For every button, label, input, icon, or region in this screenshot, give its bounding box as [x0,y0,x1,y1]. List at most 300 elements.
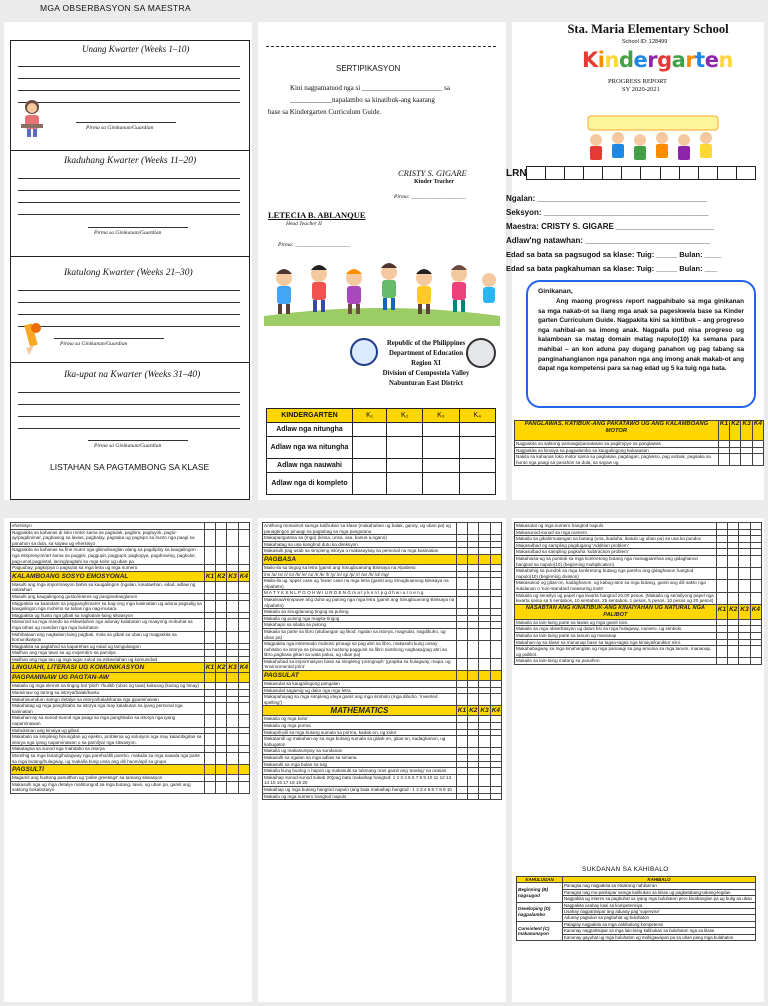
rating-cell[interactable] [468,609,479,616]
rating-cell[interactable] [468,641,479,659]
rating-cell[interactable] [468,590,479,597]
q4-line-3[interactable] [18,416,240,417]
q1-line-4[interactable] [18,102,240,103]
rating-cell[interactable] [456,736,467,748]
rating-cell[interactable] [238,775,249,782]
rating-cell[interactable] [490,615,501,622]
rating-cell[interactable] [750,529,761,536]
rating-cell[interactable] [456,578,467,590]
rating-cell[interactable] [456,748,467,755]
lrn-box[interactable] [584,166,603,180]
att-cell[interactable] [423,437,459,459]
rating-cell[interactable] [479,571,490,578]
rating-cell[interactable] [216,523,227,530]
rating-cell[interactable] [750,619,761,626]
rating-cell[interactable] [227,593,238,600]
rating-cell[interactable] [456,590,467,597]
rating-cell[interactable] [227,696,238,703]
rating-cell[interactable] [728,639,739,646]
rating-cell[interactable] [216,753,227,765]
rating-cell[interactable] [728,555,739,567]
rating-cell[interactable] [468,596,479,608]
rating-cell[interactable] [204,581,215,593]
rating-cell[interactable] [479,761,490,768]
att-cell[interactable] [353,437,387,459]
rating-cell[interactable] [739,542,750,549]
q2-line-4[interactable] [18,214,240,215]
lrn-box[interactable] [546,166,565,180]
rating-cell[interactable] [718,447,729,454]
rating-cell[interactable] [490,628,501,640]
rating-cell[interactable] [490,658,501,670]
rating-cell[interactable] [716,626,727,633]
rating-cell[interactable] [468,716,479,723]
rating-cell[interactable] [238,656,249,663]
rating-cell[interactable] [216,619,227,631]
att-cell[interactable] [459,423,495,437]
rating-cell[interactable] [479,694,490,706]
rating-cell[interactable] [490,768,501,775]
rating-cell[interactable] [468,687,479,694]
rating-cell[interactable] [238,696,249,703]
rating-cell[interactable] [456,755,467,762]
rating-cell[interactable] [216,727,227,734]
rating-cell[interactable] [227,683,238,690]
att-cell[interactable] [387,473,423,495]
rating-cell[interactable] [216,656,227,663]
rating-cell[interactable] [468,548,479,555]
rating-cell[interactable] [750,549,761,556]
head-teacher-signature[interactable]: Pirma: ____________________ [278,242,350,248]
rating-cell[interactable] [456,681,467,688]
rating-cell[interactable] [716,529,727,536]
rating-cell[interactable] [238,683,249,690]
rating-cell[interactable] [728,542,739,549]
q2-line-2[interactable] [18,190,240,191]
field-age-end[interactable]: Edad sa bata pagkahuman sa klase: Tuig: _____ Bulan: ___ [506,264,718,273]
rating-cell[interactable] [238,650,249,657]
rating-cell[interactable] [238,727,249,734]
rating-cell[interactable] [456,658,467,670]
rating-cell[interactable] [204,734,215,746]
rating-cell[interactable] [490,578,501,590]
rating-cell[interactable] [490,694,501,706]
rating-cell[interactable] [238,690,249,697]
lrn-box[interactable] [661,166,680,180]
rating-cell[interactable] [479,548,490,555]
rating-cell[interactable] [227,619,238,631]
att-cell[interactable] [459,459,495,473]
rating-cell[interactable] [739,592,750,604]
rating-cell[interactable] [216,593,227,600]
rating-cell[interactable] [750,523,761,530]
rating-cell[interactable] [490,716,501,723]
rating-cell[interactable] [739,639,750,646]
rating-cell[interactable] [728,646,739,658]
rating-cell[interactable] [227,690,238,697]
lrn-box[interactable] [526,166,546,180]
rating-cell[interactable] [468,723,479,730]
field-section[interactable]: Seksyon: _____________________________________ [506,208,709,217]
rating-cell[interactable] [456,548,467,555]
rating-cell[interactable] [468,761,479,768]
rating-cell[interactable] [739,646,750,658]
rating-cell[interactable] [468,615,479,622]
rating-cell[interactable] [716,619,727,626]
rating-cell[interactable] [728,536,739,543]
q2-signature-line[interactable] [88,227,188,228]
rating-cell[interactable] [238,547,249,565]
rating-cell[interactable] [739,523,750,530]
rating-cell[interactable] [456,774,467,786]
lrn-box[interactable] [603,166,622,180]
rating-cell[interactable] [479,723,490,730]
rating-cell[interactable] [456,596,467,608]
rating-cell[interactable] [204,696,215,703]
rating-cell[interactable] [204,565,215,572]
rating-cell[interactable] [750,626,761,633]
rating-cell[interactable] [739,658,750,665]
rating-cell[interactable] [227,775,238,782]
rating-cell[interactable] [752,441,763,448]
rating-cell[interactable] [238,612,249,619]
rating-cell[interactable] [479,564,490,571]
rating-cell[interactable] [750,639,761,646]
q2-line-3[interactable] [18,202,240,203]
rating-cell[interactable] [490,523,501,535]
rating-cell[interactable] [456,609,467,616]
rating-cell[interactable] [238,523,249,530]
rating-cell[interactable] [216,703,227,715]
att-cell[interactable] [387,459,423,473]
rating-cell[interactable] [752,447,763,454]
q3-line-1[interactable] [18,290,240,291]
rating-cell[interactable] [238,581,249,593]
rating-cell[interactable] [238,565,249,572]
rating-cell[interactable] [490,793,501,800]
rating-cell[interactable] [204,547,215,565]
rating-cell[interactable] [479,793,490,800]
rating-cell[interactable] [238,746,249,753]
rating-cell[interactable] [227,643,238,650]
rating-cell[interactable] [716,536,727,543]
rating-cell[interactable] [468,793,479,800]
rating-cell[interactable] [716,658,727,665]
rating-cell[interactable] [227,529,238,547]
rating-cell[interactable] [490,761,501,768]
rating-cell[interactable] [479,541,490,548]
rating-cell[interactable] [468,622,479,629]
rating-cell[interactable] [479,681,490,688]
rating-cell[interactable] [479,615,490,622]
q4-line-1[interactable] [18,392,240,393]
rating-cell[interactable] [456,793,467,800]
rating-cell[interactable] [479,628,490,640]
rating-cell[interactable] [456,523,467,535]
rating-cell[interactable] [204,656,215,663]
rating-cell[interactable] [238,753,249,765]
rating-cell[interactable] [456,694,467,706]
rating-cell[interactable] [204,715,215,727]
att-cell[interactable] [353,423,387,437]
rating-cell[interactable] [739,626,750,633]
q4-line-2[interactable] [18,404,240,405]
lrn-box[interactable] [680,166,699,180]
rating-cell[interactable] [716,555,727,567]
rating-cell[interactable] [468,535,479,542]
rating-cell[interactable] [227,600,238,612]
rating-cell[interactable] [739,619,750,626]
rating-cell[interactable] [227,523,238,530]
rating-cell[interactable] [238,631,249,643]
rating-cell[interactable] [216,547,227,565]
att-cell[interactable] [387,437,423,459]
rating-cell[interactable] [216,631,227,643]
rating-cell[interactable] [216,650,227,657]
rating-cell[interactable] [216,775,227,782]
rating-cell[interactable] [730,447,741,454]
rating-cell[interactable] [468,774,479,786]
rating-cell[interactable] [739,632,750,639]
rating-cell[interactable] [739,536,750,543]
rating-cell[interactable] [728,549,739,556]
rating-cell[interactable] [728,592,739,604]
rating-cell[interactable] [204,781,215,793]
rating-cell[interactable] [479,748,490,755]
rating-cell[interactable] [739,529,750,536]
lrn-box[interactable] [699,166,718,180]
rating-cell[interactable] [468,578,479,590]
lrn-box[interactable] [718,166,737,180]
lrn-box[interactable] [641,166,660,180]
rating-cell[interactable] [479,729,490,736]
rating-cell[interactable] [227,612,238,619]
rating-cell[interactable] [728,632,739,639]
rating-cell[interactable] [238,643,249,650]
rating-cell[interactable] [490,687,501,694]
rating-cell[interactable] [216,696,227,703]
att-cell[interactable] [387,423,423,437]
rating-cell[interactable] [456,641,467,659]
rating-cell[interactable] [728,523,739,530]
field-name[interactable]: Ngalan: ______________________________________ [506,194,707,203]
rating-cell[interactable] [490,609,501,616]
rating-cell[interactable] [728,619,739,626]
rating-cell[interactable] [204,612,215,619]
rating-cell[interactable] [238,703,249,715]
rating-cell[interactable] [728,626,739,633]
rating-cell[interactable] [490,681,501,688]
rating-cell[interactable] [468,755,479,762]
rating-cell[interactable] [739,549,750,556]
rating-cell[interactable] [238,600,249,612]
rating-cell[interactable] [479,609,490,616]
rating-cell[interactable] [468,729,479,736]
lrn-boxes[interactable] [526,166,756,180]
rating-cell[interactable] [490,736,501,748]
rating-cell[interactable] [216,715,227,727]
rating-cell[interactable] [730,441,741,448]
rating-cell[interactable] [490,723,501,730]
q1-line-1[interactable] [18,66,240,67]
rating-cell[interactable] [730,454,741,466]
att-cell[interactable] [423,423,459,437]
rating-cell[interactable] [204,523,215,530]
rating-cell[interactable] [490,755,501,762]
rating-cell[interactable] [216,746,227,753]
q4-line-4[interactable] [18,428,240,429]
rating-cell[interactable] [490,729,501,736]
rating-cell[interactable] [479,535,490,542]
rating-cell[interactable] [716,632,727,639]
rating-cell[interactable] [490,541,501,548]
rating-cell[interactable] [456,564,467,571]
rating-cell[interactable] [204,631,215,643]
rating-cell[interactable] [739,568,750,580]
field-birthday[interactable]: Adlaw'ng natawhan: ____________________________ [506,236,710,245]
rating-cell[interactable] [227,715,238,727]
rating-cell[interactable] [216,529,227,547]
q1-line-3[interactable] [18,90,240,91]
rating-cell[interactable] [204,690,215,697]
rating-cell[interactable] [238,529,249,547]
rating-cell[interactable] [216,643,227,650]
rating-cell[interactable] [479,658,490,670]
rating-cell[interactable] [216,683,227,690]
rating-cell[interactable] [456,786,467,793]
rating-cell[interactable] [238,734,249,746]
lrn-box[interactable] [565,166,584,180]
rating-cell[interactable] [716,523,727,530]
rating-cell[interactable] [716,646,727,658]
rating-cell[interactable] [468,571,479,578]
rating-cell[interactable] [216,734,227,746]
rating-cell[interactable] [468,564,479,571]
rating-cell[interactable] [479,578,490,590]
rating-cell[interactable] [216,581,227,593]
rating-cell[interactable] [227,547,238,565]
rating-cell[interactable] [752,454,763,466]
rating-cell[interactable] [479,755,490,762]
rating-cell[interactable] [739,580,750,592]
att-cell[interactable] [353,459,387,473]
rating-cell[interactable] [479,786,490,793]
rating-cell[interactable] [204,727,215,734]
rating-cell[interactable] [490,590,501,597]
rating-cell[interactable] [227,565,238,572]
rating-cell[interactable] [468,786,479,793]
rating-cell[interactable] [227,781,238,793]
rating-cell[interactable] [238,593,249,600]
q3-line-2[interactable] [18,302,240,303]
rating-cell[interactable] [227,703,238,715]
rating-cell[interactable] [468,628,479,640]
rating-cell[interactable] [741,454,752,466]
rating-cell[interactable] [716,592,727,604]
rating-cell[interactable] [741,441,752,448]
rating-cell[interactable] [216,565,227,572]
rating-cell[interactable] [468,748,479,755]
rating-cell[interactable] [204,529,215,547]
rating-cell[interactable] [728,568,739,580]
rating-cell[interactable] [479,641,490,659]
rating-cell[interactable] [204,600,215,612]
teacher-signature[interactable]: Pirma: ____________________ [394,194,466,200]
rating-cell[interactable] [750,536,761,543]
rating-cell[interactable] [456,628,467,640]
rating-cell[interactable] [456,615,467,622]
rating-cell[interactable] [468,658,479,670]
rating-cell[interactable] [750,555,761,567]
rating-cell[interactable] [479,687,490,694]
rating-cell[interactable] [204,753,215,765]
field-teacher[interactable]: Maestra: CRISTY S. GIGARE ______________________ [506,222,714,231]
rating-cell[interactable] [490,596,501,608]
q3-line-3[interactable] [18,314,240,315]
rating-cell[interactable] [227,631,238,643]
q4-signature-line[interactable] [88,440,188,441]
rating-cell[interactable] [456,716,467,723]
rating-cell[interactable] [741,447,752,454]
rating-cell[interactable] [468,523,479,535]
q1-signature-line[interactable] [76,122,176,123]
rating-cell[interactable] [716,580,727,592]
rating-cell[interactable] [479,716,490,723]
att-cell[interactable] [423,473,459,495]
rating-cell[interactable] [227,753,238,765]
rating-cell[interactable] [479,774,490,786]
rating-cell[interactable] [716,568,727,580]
rating-cell[interactable] [479,590,490,597]
rating-cell[interactable] [456,541,467,548]
q1-line-2[interactable] [18,78,240,79]
rating-cell[interactable] [468,541,479,548]
q3-line-4[interactable] [18,326,240,327]
rating-cell[interactable] [750,646,761,658]
rating-cell[interactable] [238,781,249,793]
rating-cell[interactable] [468,694,479,706]
rating-cell[interactable] [750,580,761,592]
rating-cell[interactable] [468,681,479,688]
rating-cell[interactable] [204,703,215,715]
rating-cell[interactable] [204,593,215,600]
rating-cell[interactable] [204,650,215,657]
rating-cell[interactable] [728,580,739,592]
rating-cell[interactable] [728,658,739,665]
rating-cell[interactable] [750,658,761,665]
rating-cell[interactable] [716,542,727,549]
q2-line-1[interactable] [18,178,240,179]
rating-cell[interactable] [479,736,490,748]
rating-cell[interactable] [216,781,227,793]
rating-cell[interactable] [490,774,501,786]
rating-cell[interactable] [216,690,227,697]
rating-cell[interactable] [238,715,249,727]
rating-cell[interactable] [456,723,467,730]
rating-cell[interactable] [456,535,467,542]
rating-cell[interactable] [728,529,739,536]
rating-cell[interactable] [238,619,249,631]
rating-cell[interactable] [718,441,729,448]
rating-cell[interactable] [750,592,761,604]
lrn-box[interactable] [622,166,641,180]
rating-cell[interactable] [456,571,467,578]
rating-cell[interactable] [227,656,238,663]
rating-cell[interactable] [479,523,490,535]
lrn-box[interactable] [737,166,756,180]
rating-cell[interactable] [750,632,761,639]
rating-cell[interactable] [479,622,490,629]
